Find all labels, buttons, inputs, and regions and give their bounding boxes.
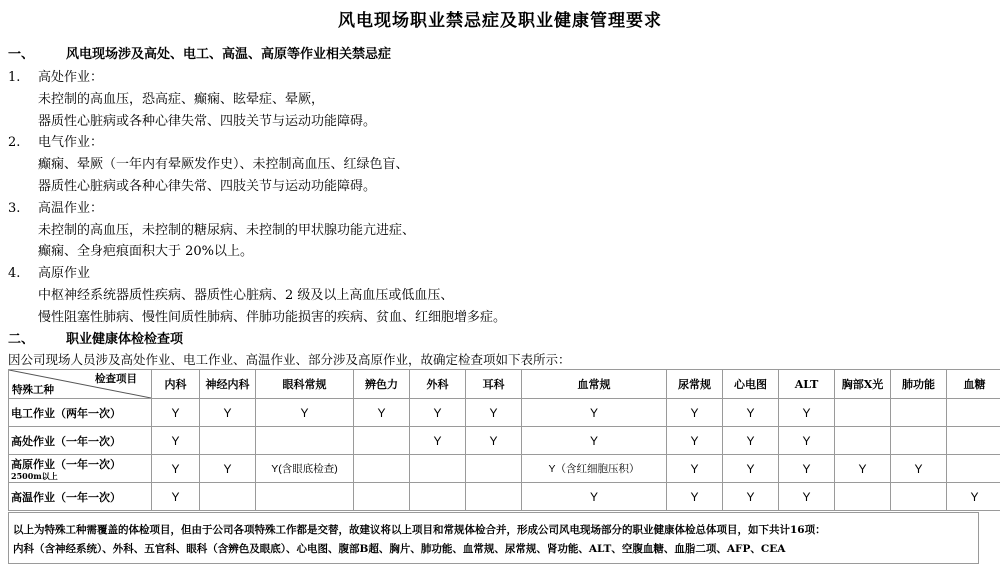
- exam-cell: [835, 483, 891, 511]
- table-row: [9, 455, 1000, 483]
- exam-cell: Y: [410, 427, 466, 455]
- contraindication-line: 器质性心脏病或各种心律失常、四肢关节与运动功能障碍。: [38, 114, 377, 129]
- column-header: 内科: [152, 370, 200, 399]
- item-title-electrical-work: [8, 131, 103, 150]
- exam-cell: Y: [779, 483, 835, 511]
- summary-note-line: 以上为特殊工种需覆盖的体检项目，但由于公司各项特殊工作都是交替，故建议将以上项目和常规体检合并，形成公司风电现场部分的职业健康体检总体项目，如下共计16项：: [13, 524, 826, 536]
- exam-cell: [354, 483, 410, 511]
- item-title-text: 高原作业: [38, 266, 91, 281]
- item-title-high-temperature-work: [8, 197, 103, 216]
- exam-cell: Y: [723, 455, 779, 483]
- table-row: [9, 483, 1000, 511]
- column-header: 血常规: [522, 370, 667, 399]
- column-header: 辨色力: [354, 370, 410, 399]
- contraindication-line: 未控制的高血压，未控制的糖尿病、未控制的甲状腺功能亢进症、: [38, 223, 416, 238]
- exam-cell: Y: [522, 483, 667, 511]
- work-type-label: 电工作业（两年一次）: [11, 406, 121, 420]
- item-title-high-altitude-work: [8, 66, 103, 85]
- column-header: 眼科常规: [256, 370, 354, 399]
- table-header-row: [9, 370, 1000, 399]
- exam-cell: Y: [835, 455, 891, 483]
- summary-note-box: [8, 512, 979, 564]
- exam-cell: Y: [152, 399, 200, 427]
- exam-cell: Y: [779, 455, 835, 483]
- item-number: 3.: [8, 201, 21, 216]
- column-header: 神经内科: [200, 370, 256, 399]
- contraindication-line: 未控制的高血压，恐高症、癫痫、眩晕症、晕厥，: [38, 92, 325, 107]
- exam-cell: [200, 427, 256, 455]
- item-title-text: 高温作业：: [38, 201, 104, 216]
- corner-label-work-type: 特殊工种: [12, 384, 54, 396]
- exam-cell: [256, 427, 354, 455]
- exam-cell: Y: [256, 399, 354, 427]
- exam-cell: Y: [667, 399, 723, 427]
- column-header: 胸部X光: [835, 370, 891, 399]
- item-title-plateau-work: [8, 262, 90, 281]
- exam-cell: Y: [779, 399, 835, 427]
- column-header: 肺功能: [891, 370, 947, 399]
- table-row: [9, 427, 1000, 455]
- contraindication-line: 癫痫、晕厥（一年内有晕厥发作史）、未控制高血压、红绿色盲、: [38, 157, 409, 172]
- exam-cell: Y: [891, 455, 947, 483]
- column-header: 血糖: [947, 370, 1000, 399]
- contraindication-line: 中枢神经系统器质性疾病、器质性心脏病、2 级及以上高血压或低血压、: [38, 288, 454, 303]
- exam-cell: Y(含眼底检查): [256, 455, 354, 483]
- exam-cell: [835, 427, 891, 455]
- exam-cell: [256, 483, 354, 511]
- exam-cell: Y: [667, 427, 723, 455]
- exam-cell: [466, 455, 522, 483]
- exam-cell: Y: [410, 399, 466, 427]
- section-number: 二、: [8, 332, 35, 347]
- exam-cell: Y: [354, 399, 410, 427]
- section-heading-text: 风电现场涉及高处、电工、高温、高原等作业相关禁忌症: [66, 47, 392, 62]
- table-row: [9, 399, 1000, 427]
- work-type-cell: [9, 427, 152, 455]
- exam-cell: [891, 483, 947, 511]
- exam-cell: Y: [522, 399, 667, 427]
- exam-cell: [466, 483, 522, 511]
- column-header: ALT: [779, 370, 835, 399]
- exam-cell: Y: [466, 399, 522, 427]
- exam-cell: [891, 399, 947, 427]
- exam-cell: Y: [723, 399, 779, 427]
- column-header: 心电图: [723, 370, 779, 399]
- section-heading-text: 职业健康体检检查项: [66, 332, 184, 347]
- exam-cell: Y: [723, 483, 779, 511]
- column-header: 耳科: [466, 370, 522, 399]
- summary-items-line: 内科（含神经系统）、外科、五官科、眼科（含辨色及眼底）、心电图、腹部B超、胸片、肺功能、血常规、尿常规、肾功能、ALT、空腹血糖、血脂二项、AFP、CEA: [13, 543, 786, 555]
- item-number: 2.: [8, 135, 21, 150]
- contraindication-line: 癫痫、全身疤痕面积大于 20%以上。: [38, 244, 254, 259]
- exam-cell: [891, 427, 947, 455]
- item-title-text: 电气作业：: [38, 135, 104, 150]
- exam-cell: Y: [200, 455, 256, 483]
- exam-cell: Y: [947, 483, 1000, 511]
- work-type-label: 高处作业（一年一次）: [11, 434, 121, 448]
- exam-cell: [410, 455, 466, 483]
- exam-cell: Y: [466, 427, 522, 455]
- section-number: 一、: [8, 47, 35, 62]
- exam-cell: Y（含红细胞压积）: [522, 455, 667, 483]
- exam-cell: Y: [723, 427, 779, 455]
- item-title-text: 高处作业：: [38, 70, 104, 85]
- corner-label-exam-items: 检查项目: [95, 373, 137, 385]
- section-heading-1: [8, 43, 391, 62]
- exam-cell: [354, 427, 410, 455]
- exam-cell: Y: [200, 399, 256, 427]
- exam-cell: [947, 427, 1000, 455]
- work-type-cell: [9, 483, 152, 511]
- contraindication-line: 慢性阻塞性肺病、慢性间质性肺病、伴肺功能损害的疾病、贫血、红细胞增多症。: [38, 310, 507, 325]
- work-type-label: 高原作业（一年一次）: [11, 458, 121, 471]
- exam-cell: Y: [152, 427, 200, 455]
- exam-cell: [947, 455, 1000, 483]
- column-header: 外科: [410, 370, 466, 399]
- exam-cell: [200, 483, 256, 511]
- exam-cell: [354, 455, 410, 483]
- exam-cell: Y: [779, 427, 835, 455]
- work-type-note: 2500m以上: [11, 471, 58, 481]
- item-number: 1.: [8, 70, 21, 85]
- exam-cell: [835, 399, 891, 427]
- work-type-label: 高温作业（一年一次）: [11, 490, 121, 504]
- page-title: 风电现场职业禁忌症及职业健康管理要求: [338, 11, 662, 31]
- table-intro: 因公司现场人员涉及高处作业、电工作业、高温作业、部分涉及高原作业，故确定检查项如下表所示：: [8, 352, 571, 367]
- exam-cell: Y: [152, 483, 200, 511]
- exam-cell: [410, 483, 466, 511]
- table-corner-cell: [9, 370, 152, 399]
- exam-cell: Y: [667, 455, 723, 483]
- section-heading-2: [8, 328, 183, 347]
- exam-cell: Y: [522, 427, 667, 455]
- contraindication-line: 器质性心脏病或各种心律失常、四肢关节与运动功能障碍。: [38, 179, 377, 194]
- exam-items-table: [8, 369, 1000, 511]
- exam-cell: [947, 399, 1000, 427]
- work-type-cell: [9, 455, 152, 483]
- exam-cell: Y: [152, 455, 200, 483]
- item-number: 4.: [8, 266, 21, 281]
- column-header: 尿常规: [667, 370, 723, 399]
- work-type-cell: [9, 399, 152, 427]
- exam-cell: Y: [667, 483, 723, 511]
